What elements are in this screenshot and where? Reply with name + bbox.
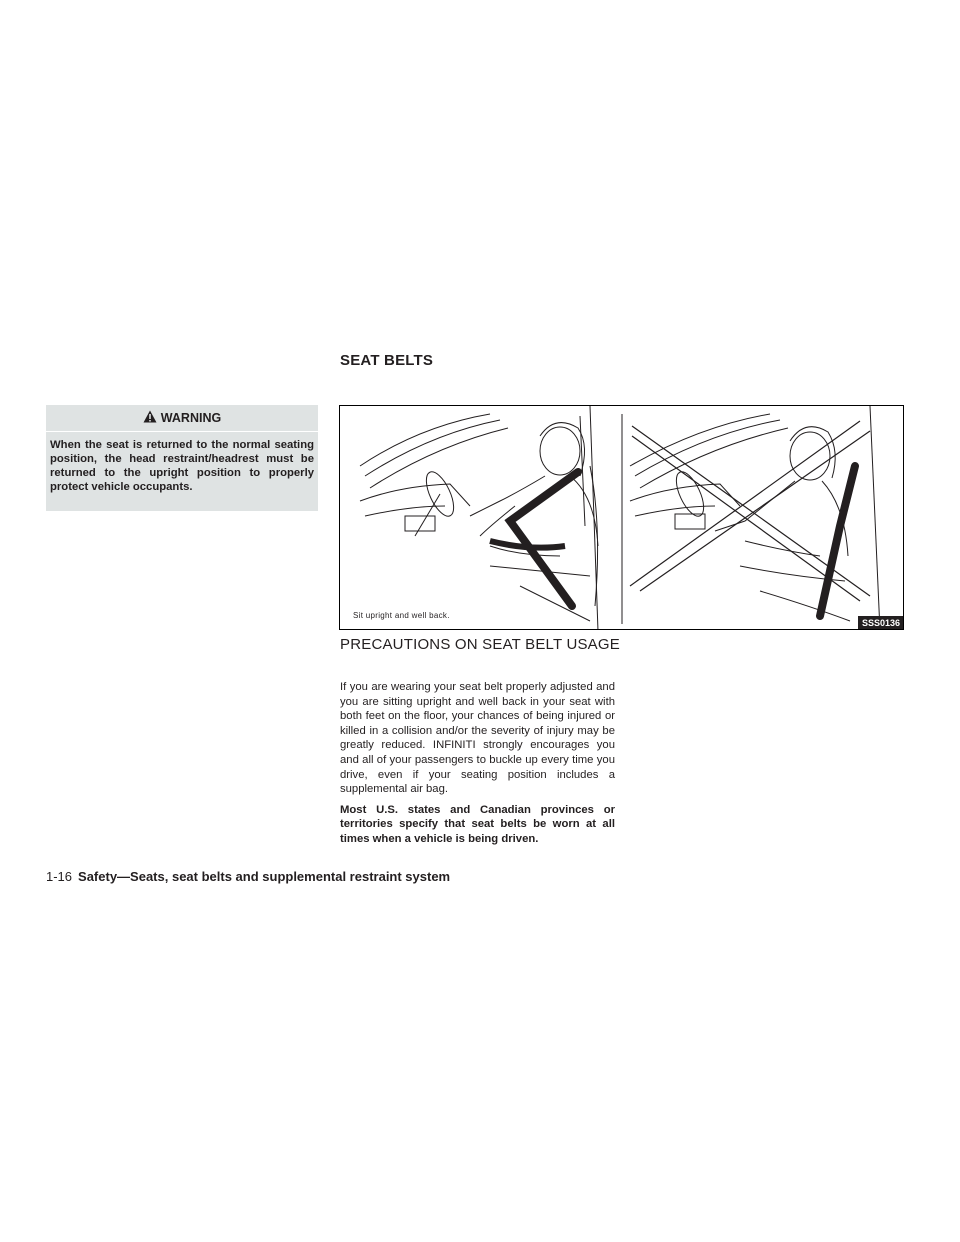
figure-caption: Sit upright and well back. [353, 611, 450, 620]
page-number: 1-16 [46, 869, 73, 884]
warning-text: When the seat is returned to the normal seating position, the head restraint/headrest must be returned to the upright position to properly protect vehicle occupants. [50, 439, 314, 493]
warning-title: WARNING [160, 411, 222, 425]
page-footer [46, 869, 450, 884]
figure-id: SSS0136 [858, 616, 903, 629]
section-title: SEAT BELTS [340, 352, 434, 369]
subheading: PRECAUTIONS ON SEAT BELT USAGE [340, 636, 620, 653]
illustration-drawing [340, 406, 904, 630]
warning-box [46, 405, 318, 511]
body-text [340, 680, 615, 853]
warning-triangle-icon [143, 410, 157, 426]
paragraph-bold: Most U.S. states and Canadian provinces or territories specify that seat belts be worn at all times when a vehicle is being driven. [340, 803, 615, 845]
warning-header [46, 405, 318, 431]
warning-divider [46, 431, 318, 432]
seat-belt-illustration [339, 405, 904, 630]
chapter-title: Safety—Seats, seat belts and supplemental restraint system [78, 869, 451, 884]
paragraph: If you are wearing your seat belt properly adjusted and you are sitting upright and well back in your seat with both feet on the floor, your chances of being injured or killed in a collision and/or the severity of injury may be greatly reduced. INFINITI strongly encourages you and all of your passengers to buckle up every time you drive, even if your seating position includes a supplemental air bag. [340, 681, 615, 796]
